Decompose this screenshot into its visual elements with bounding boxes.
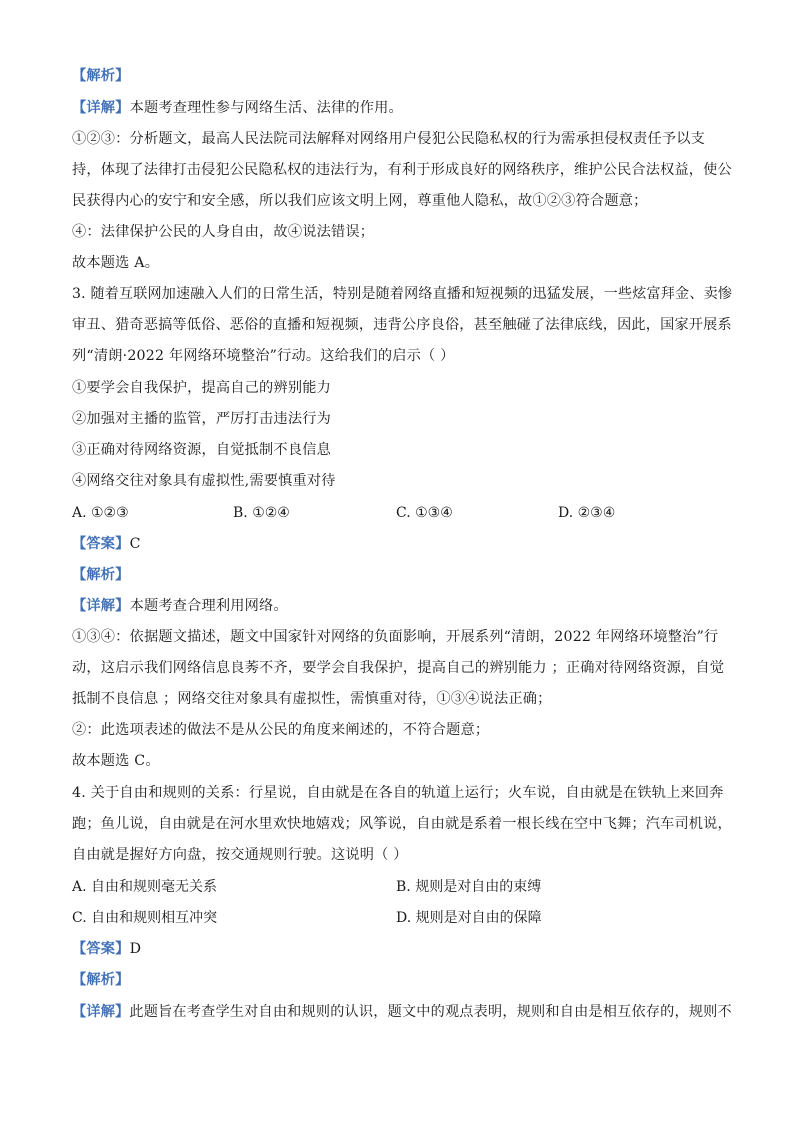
statement-item: ①要学会自我保护，提高自己的辨别能力 — [72, 380, 331, 396]
analysis-heading: 【解析】 — [72, 567, 130, 583]
option-d: D. 规则是对自由的保障 — [396, 910, 542, 926]
option-c: C. ①③④ — [396, 505, 453, 521]
answer-line — [72, 939, 732, 959]
statement-item: ③正确对待网络资源，自觉抵制不良信息 — [72, 442, 331, 458]
option-a: A. ①②③ — [72, 505, 129, 521]
option-c: C. 自由和规则相互冲突 — [72, 910, 218, 926]
option-b: B. ①②④ — [233, 505, 290, 521]
detail-text: 此题旨在考查学生对自由和规则的认识，题文中的观点表明，规则和自由是相互依存的，规则不 — [129, 1004, 732, 1020]
question-stem-line: 列“清朗·2022 年网络环境整治”行动。这给我们的启示（ ） — [72, 348, 455, 364]
question-stem-line: 3. 随着互联网加速融入人们的日常生活，特别是随着网络直播和短视频的迅猛发展，一些炫富拜金、卖惨 — [72, 286, 733, 302]
analysis-heading: 【解析】 — [72, 972, 130, 988]
detail-text: 本题考查理性参与网络生活、法律的作用。 — [129, 100, 403, 116]
explanation-line: 动，这启示我们网络信息良莠不齐，要学会自我保护，提高自己的辨别能力 ；正确对待网络资源，自觉 — [72, 660, 725, 676]
question-stem-line: 4. 关于自由和规则的关系：行星说，自由就是在各自的轨道上运行；火车说，自由就是在铁轨上来回奔 — [72, 785, 724, 801]
question-stem-line: 自由就是握好方向盘，按交通规则行驶。这说明（ ） — [72, 847, 408, 863]
detail-text: 本题考查合理利用网络。 — [129, 598, 288, 614]
answer-value: D — [129, 941, 142, 957]
detail-line — [72, 98, 732, 118]
statement-item: ②加强对主播的监管，严厉打击违法行为 — [72, 411, 331, 427]
option-d: D. ②③④ — [558, 505, 616, 521]
detail-tag: 【详解】 — [72, 100, 130, 116]
explanation-line: 抵制不良信息 ；网络交往对象具有虚拟性，需慎重对待，①③④说法正确； — [72, 691, 552, 707]
answer-tag: 【答案】 — [72, 536, 130, 552]
detail-line — [72, 1002, 730, 1022]
detail-tag: 【详解】 — [72, 598, 130, 614]
option-a: A. 自由和规则毫无关系 — [72, 879, 218, 895]
answer-line — [72, 534, 732, 554]
statement-item: ④网络交往对象具有虚拟性,需要慎重对待 — [72, 473, 336, 489]
analysis-heading: 【解析】 — [72, 68, 130, 84]
question-stem-line: 跑；鱼儿说，自由就是在河水里欢快地嬉戏；风筝说，自由就是系着一根长线在空中飞舞；汽车司机说， — [72, 816, 732, 832]
detail-line — [72, 596, 732, 616]
answer-value: C — [129, 536, 141, 552]
explanation-line: ①③④：依据题文描述，题文中国家针对网络的负面影响，开展系列“清朗，2022 年网络环境整治”行 — [72, 629, 719, 645]
detail-tag: 【详解】 — [72, 1004, 130, 1020]
explanation-line: 民获得内心的安宁和安全感，所以我们应该文明上网，尊重他人隐私，故①②③符合题意； — [72, 193, 648, 209]
explanation-line: ①②③：分析题文，最高人民法院司法解释对网络用户侵犯公民隐私权的行为需承担侵权责任予以支 — [72, 131, 706, 147]
explanation-line: 持，体现了法律打击侵犯公民隐私权的违法行为，有利于形成良好的网络秩序，维护公民合法权益，使公 — [72, 162, 732, 178]
question-stem-line: 审丑、猎奇恶搞等低俗、恶俗的直播和短视频，违背公序良俗，甚至触碰了法律底线，因此，国家开展系 — [72, 317, 732, 333]
explanation-line: ②：此选项表述的做法不是从公民的角度来阐述的，不符合题意； — [72, 722, 490, 738]
answer-tag: 【答案】 — [72, 941, 130, 957]
conclusion-line: 故本题选 C。 — [72, 753, 160, 769]
explanation-line: ④：法律保护公民的人身自由，故④说法错误； — [72, 224, 375, 240]
option-b: B. 规则是对自由的束缚 — [396, 879, 542, 895]
conclusion-line: 故本题选 A。 — [72, 255, 160, 271]
